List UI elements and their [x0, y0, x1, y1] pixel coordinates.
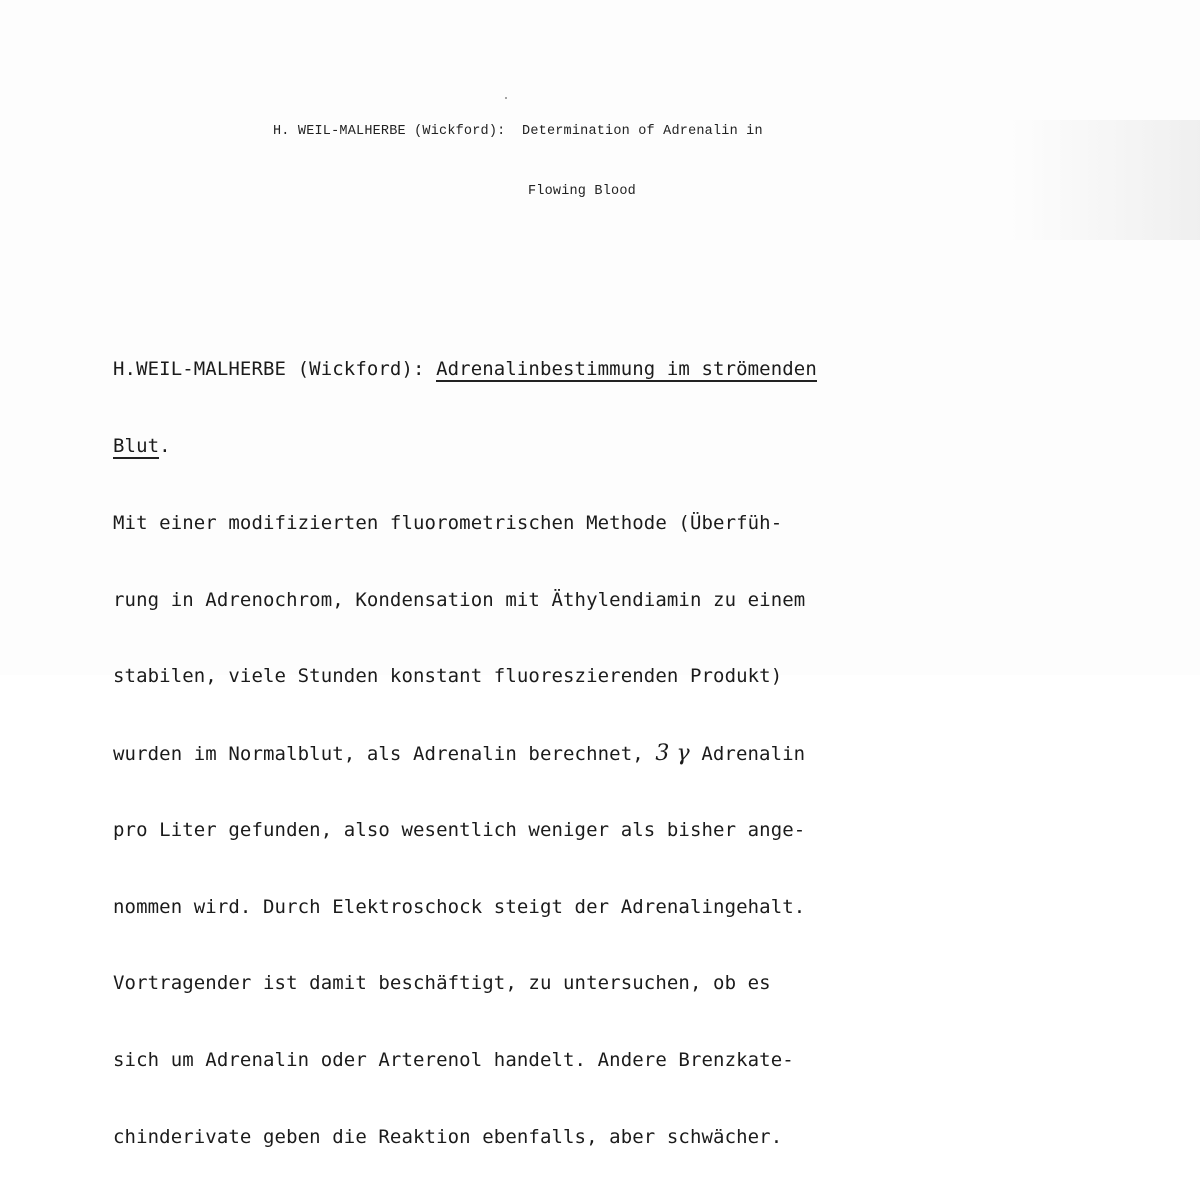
abstract-title-line-2	[113, 434, 817, 460]
abstract-line: nommen wird. Durch Elektroschock steigt der Adrenalingehalt.	[113, 895, 806, 918]
abstract-line	[113, 741, 817, 767]
abstract-line: Vortragender ist damit beschäftigt, zu untersuchen, ob es	[113, 972, 771, 995]
author-affiliation: H.WEIL-MALHERBE (Wickford):	[113, 358, 437, 381]
abstract-line: pro Liter gefunden, also wesentlich weniger als bisher ange-	[113, 818, 806, 841]
abstract-title-line	[113, 357, 817, 383]
abstract-line-segment: Adrenalin	[689, 743, 806, 766]
english-title-line-1: H. WEIL-MALHERBE (Wickford): Determination of Adrenalin in	[273, 124, 763, 139]
abstract-line: chinderivate geben die Reaktion ebenfalls, aber schwächer.	[113, 1126, 783, 1148]
abstract-title: Adrenalinbestimmung im strömenden	[436, 358, 817, 381]
german-abstract	[113, 306, 817, 1202]
title-period: .	[159, 434, 171, 457]
abstract-line: stabilen, viele Stunden konstant fluoreszierenden Produkt)	[113, 665, 783, 688]
abstract-line-segment: wurden im Normalblut, als Adrenalin berechnet,	[113, 743, 656, 766]
scan-speck	[505, 97, 507, 99]
abstract-title-continued: Blut	[113, 434, 160, 457]
abstract-line: Mit einer modifizierten fluorometrischen Methode (Überfüh-	[113, 511, 783, 534]
abstract-line: sich um Adrenalin oder Arterenol handelt. Andere Brenzkate-	[113, 1049, 794, 1072]
scan-shadow	[1010, 120, 1200, 240]
handwritten-value: 3 γ	[655, 741, 690, 767]
abstract-line: rung in Adrenochrom, Kondensation mit Äthylendiamin zu einem	[113, 588, 806, 611]
english-title-line-2: Flowing Blood	[528, 184, 636, 199]
